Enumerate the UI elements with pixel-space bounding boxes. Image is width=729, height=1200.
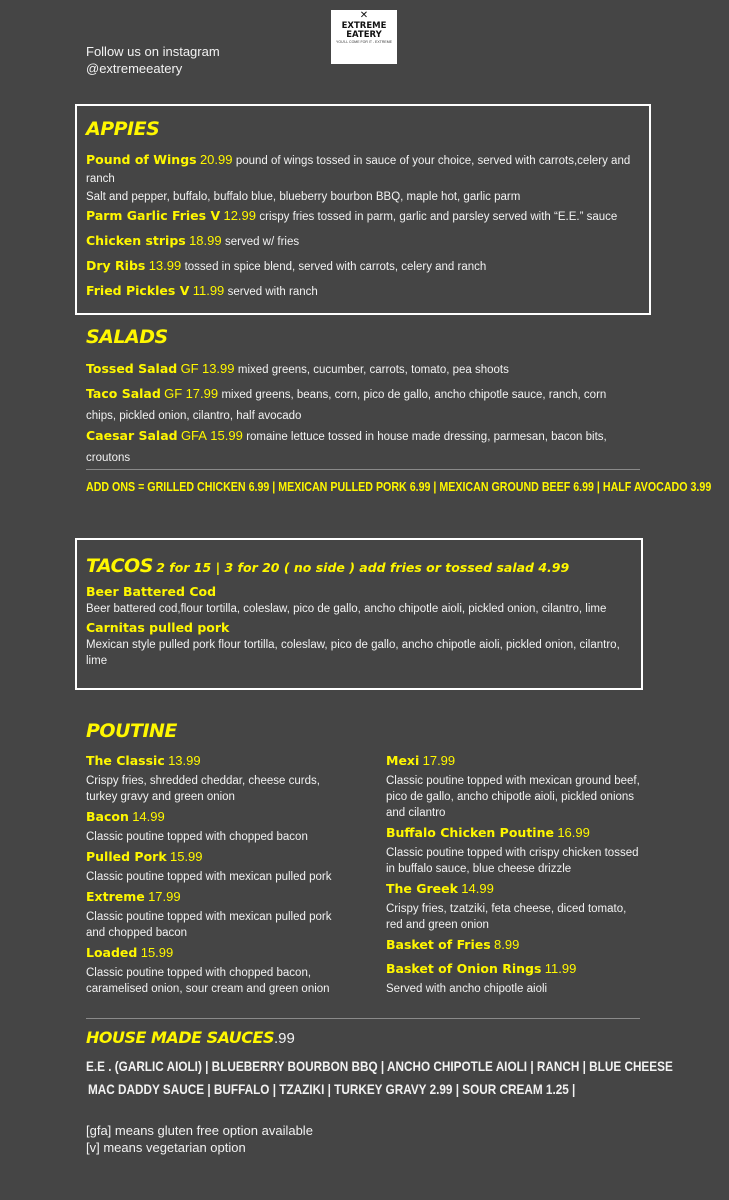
item-name: Tossed Salad — [86, 361, 178, 376]
menu-item — [86, 282, 642, 301]
item-name: Fried Pickles V — [86, 283, 190, 298]
item-price: 17.99 — [148, 889, 181, 904]
item-price: 16.99 — [557, 825, 590, 840]
menu-item — [386, 880, 646, 933]
tacos-subtitle: 2 for 15 | 3 for 20 ( no side ) add fries or tossed salad 4.99 — [156, 560, 570, 575]
tacos-heading — [86, 555, 569, 577]
poutine-right-column — [386, 752, 646, 1000]
item-name: Basket of Fries — [386, 937, 491, 952]
item-desc: Classic poutine topped with mexican pulled pork — [86, 871, 332, 883]
menu-item — [86, 808, 351, 845]
item-desc: served w/ fries — [224, 236, 300, 248]
salads-divider — [86, 469, 640, 470]
sauces-line1: E.E . (GARLIC AIOLI) | BLUEBERRY BOURBON BBQ | ANCHO CHIPOTLE AIOLI | RANCH | BLUE CHEESE — [86, 1058, 673, 1074]
menu-item — [86, 232, 642, 251]
menu-item — [86, 848, 351, 885]
footer-notes — [86, 1122, 313, 1156]
item-price: 15.99 — [169, 849, 203, 864]
item-name: Extreme — [86, 889, 145, 904]
item-price: 8.99 — [494, 937, 520, 952]
item-desc: mixed greens, cucumber, carrots, tomato, pea shoots — [237, 364, 509, 376]
logo-line2: EATERY — [346, 30, 382, 40]
item-desc: Served with ancho chipotle aioli — [386, 983, 548, 995]
cutlery-icon: ✕ — [359, 10, 369, 21]
item-desc: romaine lettuce tossed in house made dressing, parmesan, bacon bits, croutons — [86, 431, 607, 464]
salads-list — [86, 360, 636, 468]
item-desc: Mexican style pulled pork flour tortilla, coleslaw, pico de gallo, ancho chipotle aioli, pickled onion, cilantro, lime — [86, 639, 620, 667]
menu-item — [86, 888, 351, 941]
sauces-line2: MAC DADDY SAUCE | BUFFALO | TZAZIKI | TURKEY GRAVY 2.99 | SOUR CREAM 1.25 | — [88, 1081, 576, 1097]
menu-item — [86, 752, 351, 805]
gfa-note: [gfa] means gluten free option available — [86, 1123, 313, 1138]
item-name: The Greek — [386, 881, 458, 896]
item-name: Bacon — [86, 809, 129, 824]
item-desc: crispy fries tossed in parm, garlic and parsley served with “E.E.” sauce — [259, 211, 618, 223]
menu-item — [86, 257, 642, 276]
sauces-price: .99 — [273, 1030, 295, 1047]
menu-item — [86, 384, 636, 426]
menu-item — [86, 426, 636, 468]
item-desc: Beer battered cod,flour tortilla, coleslaw, pico de gallo, ancho chipotle aioli, pickled onion, cilantro, lime — [86, 603, 607, 615]
item-desc: Classic poutine topped with chopped bacon, caramelised onion, sour cream and green onion — [86, 967, 330, 995]
poutine-left-column — [86, 752, 351, 1000]
item-price: 14.99 — [461, 881, 494, 896]
item-price: 18.99 — [189, 233, 222, 248]
item-price: 17.99 — [422, 753, 456, 768]
item-desc: Classic poutine topped with crispy chicken tossed in buffalo sauce, blue cheese drizzle — [386, 847, 639, 875]
poutine-title: POUTINE — [86, 720, 177, 742]
salads-title: SALADS — [86, 326, 168, 348]
tacos-title: TACOS — [86, 555, 153, 577]
extreme-eatery-logo — [331, 10, 397, 64]
item-name: Beer Battered Cod — [86, 584, 217, 599]
menu-item — [86, 360, 636, 379]
menu-item — [386, 824, 646, 877]
item-price: 12.99 — [223, 208, 257, 223]
item-desc: Classic poutine topped with mexican pulled pork and chopped bacon — [86, 911, 332, 939]
logo-line1: EXTREME — [341, 21, 387, 31]
item-name: The Classic — [86, 753, 165, 768]
item-desc: tossed in spice blend, served with carrots, celery and ranch — [184, 261, 487, 273]
menu-item — [86, 151, 642, 188]
instagram-note — [86, 43, 220, 77]
item-desc: Classic poutine topped with mexican ground beef, pico de gallo, ancho chipotle aioli, pickled onions and cilantro — [386, 775, 640, 819]
item-desc: Crispy fries, tzatziki, feta cheese, diced tomato, red and green onion — [386, 903, 627, 931]
menu-item — [386, 752, 646, 821]
item-price: 15.99 — [140, 945, 174, 960]
follow-line1: Follow us on instagram — [86, 44, 220, 59]
item-name: Taco Salad — [86, 386, 161, 401]
item-price: 15.99 — [210, 428, 243, 443]
item-name: Mexi — [386, 753, 420, 768]
item-desc: mixed greens, beans, corn, pico de gallo, ancho chipotle sauce, ranch, corn chips, pickled onion, cilantro, half avocado — [86, 389, 607, 422]
item-price: 11.99 — [192, 283, 225, 298]
item-name: Chicken strips — [86, 233, 186, 248]
vegetarian-note: [v] means vegetarian option — [86, 1140, 246, 1155]
item-name: Pulled Pork — [86, 849, 167, 864]
item-price: 11.99 — [544, 961, 577, 976]
item-name: Parm Garlic Fries V — [86, 208, 221, 223]
sauces-heading — [86, 1028, 295, 1047]
item-tag: GFA — [180, 428, 207, 443]
menu-item — [386, 960, 646, 997]
item-price: 17.99 — [185, 386, 219, 401]
item-desc: served with ranch — [227, 286, 318, 298]
salad-addons: ADD ONS = GRILLED CHICKEN 6.99 | MEXICAN PULLED PORK 6.99 | MEXICAN GROUND BEEF 6.99 | HALF AVOCADO 3.99 — [86, 479, 712, 494]
wing-sauces: Salt and pepper, buffalo, buffalo blue, blueberry bourbon BBQ, maple hot, garlic parm — [86, 191, 521, 203]
item-name: Pound of Wings — [86, 152, 197, 167]
appies-list — [86, 151, 642, 301]
item-name: Basket of Onion Rings — [386, 961, 542, 976]
instagram-handle[interactable]: @extremeeatery — [86, 61, 183, 76]
sauces-title: HOUSE MADE SAUCES — [86, 1028, 274, 1047]
item-name: Buffalo Chicken Poutine — [386, 825, 554, 840]
menu-item — [386, 936, 646, 954]
item-desc: Crispy fries, shredded cheddar, cheese curds, turkey gravy and green onion — [86, 775, 320, 803]
tacos-list — [86, 583, 640, 669]
item-tag: GF — [164, 386, 183, 401]
item-desc: Classic poutine topped with chopped bacon — [86, 831, 308, 843]
item-price: 13.99 — [148, 258, 182, 273]
menu-item — [86, 944, 351, 997]
item-name: Caesar Salad — [86, 428, 178, 443]
item-desc: pound of wings tossed in sauce of your choice, served with carrots,celery and ranch — [86, 155, 631, 185]
item-price: 13.99 — [201, 361, 235, 376]
logo-tagline: YOU'LL COME FOR IT - EXTREME — [336, 40, 392, 44]
item-name: Carnitas pulled pork — [86, 620, 230, 635]
item-name: Dry Ribs — [86, 258, 146, 273]
item-name: Loaded — [86, 945, 138, 960]
item-price: 14.99 — [132, 809, 165, 824]
poutine-divider — [86, 1018, 640, 1019]
item-tag: GF — [180, 361, 199, 376]
appies-title: APPIES — [86, 118, 160, 140]
menu-item — [86, 207, 642, 226]
item-price: 13.99 — [168, 753, 201, 768]
item-price: 20.99 — [199, 152, 233, 167]
